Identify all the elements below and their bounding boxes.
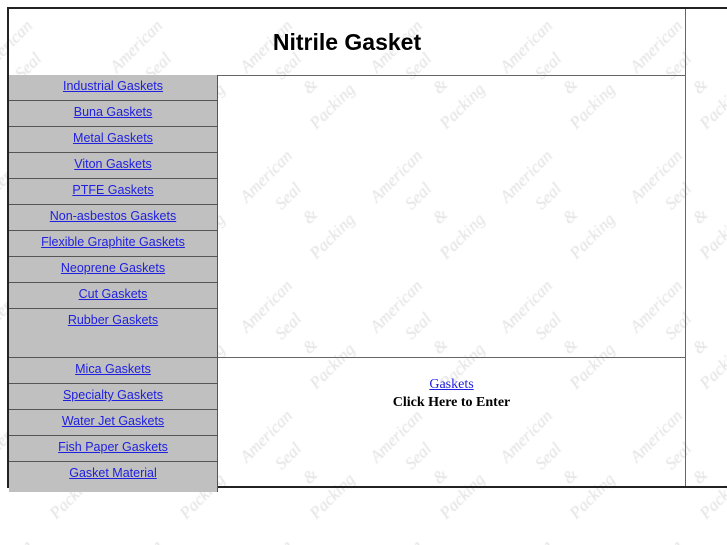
gaskets-link[interactable]: Gaskets [429, 377, 474, 392]
sidebar-item-cut [9, 283, 218, 309]
sidebar-item-neoprene [9, 257, 218, 283]
sidebar-item-water-jet [9, 410, 218, 436]
sidebar-item-ptfe [9, 179, 218, 205]
enter-panel [218, 358, 686, 486]
nav-link[interactable]: Fish Paper Gaskets [58, 440, 168, 454]
nav-link[interactable]: Specialty Gaskets [62, 388, 164, 402]
sidebar-item-industrial [9, 75, 218, 101]
header [9, 9, 686, 76]
sidebar-item-specialty [9, 384, 218, 410]
sidebar-item-rubber [9, 309, 218, 358]
nav-link[interactable]: Cut Gaskets [78, 287, 148, 301]
enter-text: Click Here to Enter [392, 395, 511, 410]
nav-link[interactable]: PTFE Gaskets [72, 183, 154, 197]
nav-link[interactable]: Buna Gaskets [73, 105, 153, 119]
nav-link[interactable]: Metal Gaskets [73, 131, 153, 145]
nav-link[interactable]: Industrial Gaskets [62, 79, 164, 93]
main-content-area [218, 75, 686, 358]
sidebar-item-buna [9, 101, 218, 127]
sidebar-item-gasket-material [9, 462, 218, 492]
nav-link[interactable]: Water Jet Gaskets [61, 414, 165, 428]
sidebar-item-fish-paper [9, 436, 218, 462]
sidebar-item-non-asbestos [9, 205, 218, 231]
nav-link[interactable]: Non-asbestos Gaskets [49, 209, 177, 223]
sidebar-item-flexible-graphite [9, 231, 218, 257]
page-title: Nitrile Gasket [272, 28, 422, 55]
page-frame [7, 7, 727, 488]
sidebar-item-viton [9, 153, 218, 179]
nav-link[interactable]: Flexible Graphite Gaskets [41, 235, 185, 249]
nav-link[interactable]: Viton Gaskets [74, 157, 152, 171]
nav-link[interactable]: Mica Gaskets [75, 362, 151, 376]
nav-link[interactable]: Rubber Gaskets [67, 313, 159, 327]
sidebar-nav [9, 75, 218, 492]
nav-link[interactable]: Gasket Material [69, 466, 157, 480]
nav-link[interactable]: Neoprene Gaskets [60, 261, 166, 275]
sidebar-item-metal [9, 127, 218, 153]
sidebar-item-mica [9, 358, 218, 384]
